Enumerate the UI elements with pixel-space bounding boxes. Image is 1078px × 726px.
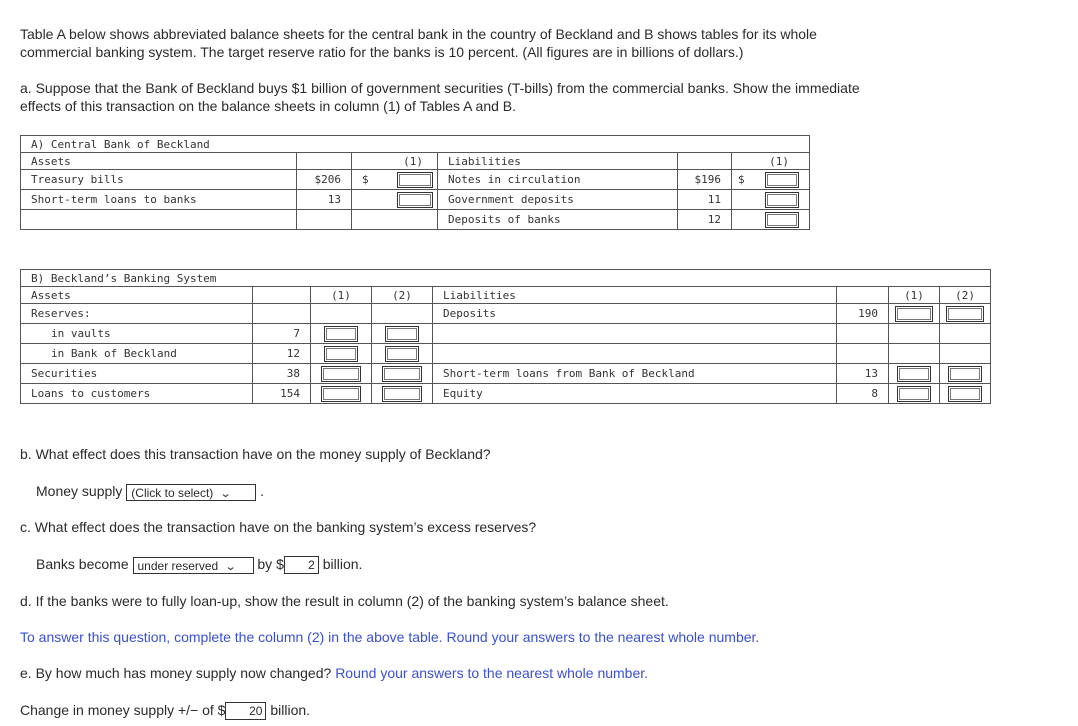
treasury-bills-change-input[interactable] (397, 172, 433, 188)
part-e-question: e. By how much has money supply now changed? (20, 665, 332, 681)
table-b-assets-header: Assets (21, 287, 253, 304)
table-b-liability-label: Short-term loans from Bank of Beckland (433, 364, 837, 384)
reserve-status-select-value: under reserved (137, 558, 219, 573)
table-a-col1-assets: (1) (352, 153, 438, 170)
table-a-asset-value: $206 (297, 170, 352, 190)
table-b-asset-value: 12 (253, 344, 311, 364)
chevron-down-icon: ⌄ (224, 560, 237, 573)
table-b-asset-value: 7 (253, 324, 311, 344)
table-b-liability-value: 13 (837, 364, 889, 384)
dollar-sign: $ (738, 172, 745, 186)
table-a-liability-label: Government deposits (438, 190, 678, 210)
table-a-asset-value: 13 (297, 190, 352, 210)
intro-line-1: Table A below shows abbreviated balance sheets for the central bank in the country of Beckland and B shows tables for its whole (20, 26, 817, 42)
loans-customers-col1-input[interactable] (321, 386, 361, 402)
table-b-asset-label: in vaults (21, 324, 253, 344)
dollar-sign: $ (362, 172, 369, 186)
money-supply-change-row (20, 701, 310, 720)
table-a-liabilities-header: Liabilities (438, 153, 678, 170)
part-a-line-2: effects of this transaction on the balance sheets in column (1) of Tables A and B. (20, 98, 517, 114)
table-a-col1-liabilities: (1) (732, 153, 810, 170)
table-a-liability-value: 11 (678, 190, 732, 210)
table-b-title: B) Beckland’s Banking System (21, 270, 991, 287)
part-e-question-line (20, 664, 648, 682)
short-term-loans-change-input[interactable] (397, 192, 433, 208)
central-bank-reserves-col2-input[interactable] (385, 346, 419, 362)
part-a-line-1: a. Suppose that the Bank of Beckland buys $1 billion of government securities (T-bills) from the commercial banks. Show the immediate (20, 80, 860, 96)
table-b-asset-label: in Bank of Beckland (21, 344, 253, 364)
central-bank-table (20, 135, 810, 230)
table-a-liability-label: Notes in circulation (438, 170, 678, 190)
table-b-col2-assets: (2) (372, 287, 433, 304)
table-b-asset-value: 38 (253, 364, 311, 384)
equity-col1-input[interactable] (897, 386, 931, 402)
part-d-instruction: To answer this question, complete the column (2) in the above table. Round your answers to the nearest whole number. (20, 629, 760, 645)
banking-system-table (20, 269, 991, 404)
table-a-asset-label: Treasury bills (21, 170, 297, 190)
table-b-asset-value: 154 (253, 384, 311, 404)
part-e-instruction: Round your answers to the nearest whole number. (335, 665, 649, 681)
securities-col1-input[interactable] (321, 366, 361, 382)
table-a-liability-value: 12 (678, 210, 732, 230)
deposits-of-banks-change-input[interactable] (765, 212, 799, 228)
money-supply-select-value: (Click to select) (131, 485, 214, 500)
table-b-liability-value: 8 (837, 384, 889, 404)
table-a-liability-value: $196 (678, 170, 732, 190)
table-a-asset-label: Short-term loans to banks (21, 190, 297, 210)
money-supply-period: . (260, 483, 265, 499)
table-b-asset-label: Loans to customers (21, 384, 253, 404)
part-c-question: c. What effect does the transaction have on the banking system’s excess reserves? (20, 519, 537, 535)
short-term-loans-col1-input[interactable] (897, 366, 931, 382)
table-a-liability-label: Deposits of banks (438, 210, 678, 230)
vault-reserves-col2-input[interactable] (385, 326, 419, 342)
billion-label: billion. (322, 556, 363, 572)
securities-col2-input[interactable] (382, 366, 422, 382)
table-a-title: A) Central Bank of Beckland (21, 136, 810, 153)
excess-reserves-row (36, 555, 362, 574)
table-b-liability-label: Deposits (433, 304, 837, 324)
money-supply-select[interactable] (126, 484, 256, 501)
table-b-asset-label: Securities (21, 364, 253, 384)
table-b-liability-label: Equity (433, 384, 837, 404)
central-bank-reserves-col1-input[interactable] (324, 346, 358, 362)
excess-reserves-input[interactable]: 2 (284, 556, 319, 574)
intro-line-2: commercial banking system. The target reserve ratio for the banks is 10 percent. (All figures are in billions of dollars.) (20, 44, 744, 60)
table-b-liabilities-header: Liabilities (433, 287, 837, 304)
table-b-asset-label: Reserves: (21, 304, 253, 324)
chevron-down-icon: ⌄ (219, 487, 232, 500)
money-supply-label: Money supply (36, 483, 123, 499)
billion-label: billion. (270, 702, 311, 718)
notes-circulation-change-input[interactable] (765, 172, 799, 188)
by-dollar-label: by $ (257, 556, 284, 572)
money-supply-change-input[interactable]: 20 (225, 702, 266, 720)
table-b-col2-liabilities: (2) (940, 287, 991, 304)
loans-customers-col2-input[interactable] (382, 386, 422, 402)
part-b-question: b. What effect does this transaction have on the money supply of Beckland? (20, 446, 491, 462)
banks-become-label: Banks become (36, 556, 129, 572)
equity-col2-input[interactable] (948, 386, 982, 402)
money-supply-row (36, 482, 264, 501)
table-b-liability-value: 190 (837, 304, 889, 324)
table-b-col1-liabilities: (1) (889, 287, 940, 304)
table-a-assets-header: Assets (21, 153, 297, 170)
table-b-col1-assets: (1) (311, 287, 372, 304)
government-deposits-change-input[interactable] (765, 192, 799, 208)
vault-reserves-col1-input[interactable] (324, 326, 358, 342)
reserve-status-select[interactable] (133, 557, 254, 574)
deposits-col2-input[interactable] (946, 306, 984, 322)
change-money-supply-label: Change in money supply +/− of $ (20, 702, 226, 718)
short-term-loans-col2-input[interactable] (948, 366, 982, 382)
deposits-col1-input[interactable] (895, 306, 933, 322)
part-d-question: d. If the banks were to fully loan-up, show the result in column (2) of the banking system’s balance sheet. (20, 593, 669, 609)
